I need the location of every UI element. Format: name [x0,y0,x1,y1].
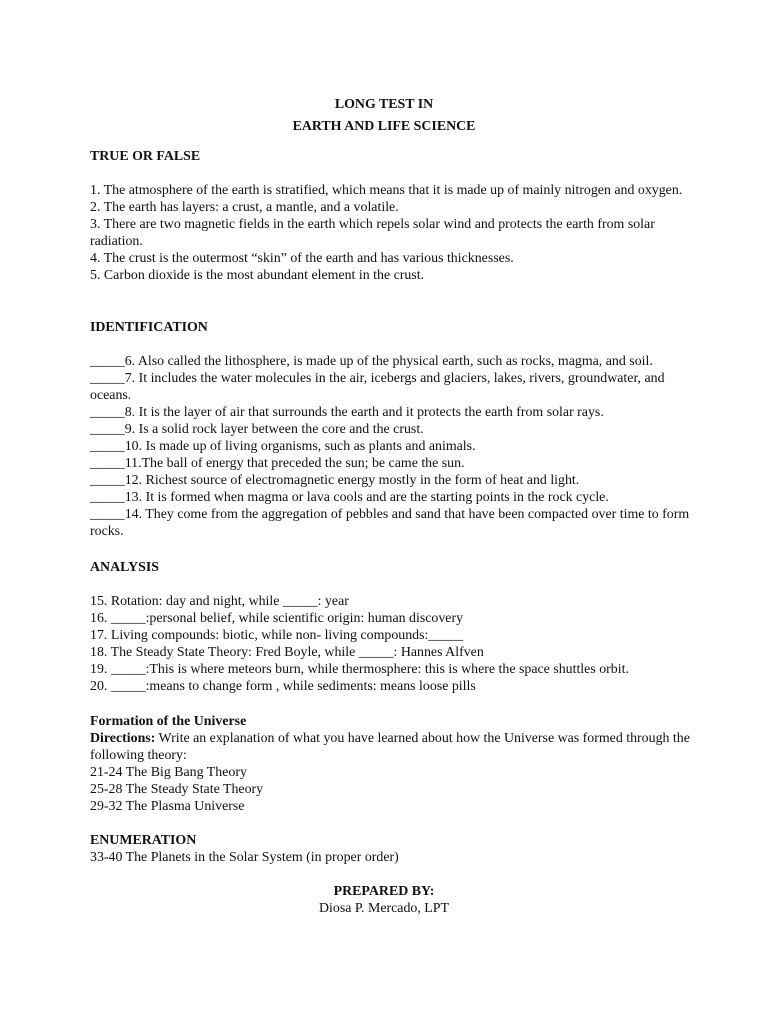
prepared-by-label: PREPARED BY: [333,884,435,899]
list-item: 17. Living compounds: biotic, while non- living compounds:_____ [90,628,464,643]
list-item: 2. The earth has layers: a crust, a mantle, and a volatile. [90,200,399,215]
list-item: _____7. It includes the water molecules in the air, icebergs and glaciers, lakes, rivers, groundwater, and oceans. [90,371,665,403]
directions-label: Directions: [90,731,156,746]
prepared-by-block [0,883,768,917]
title-line-2: EARTH AND LIFE SCIENCE [292,119,476,134]
section-heading: Formation of the Universe [90,714,247,729]
list-item: _____6. Also called the lithosphere, is made up of the physical earth, such as rocks, magma, and soil. [90,354,653,369]
section-heading: TRUE OR FALSE [90,149,201,164]
identification-items [90,353,690,540]
directions-text [90,730,690,764]
document-title [0,94,768,138]
list-item: _____12. Richest source of electromagnetic energy mostly in the form of heat and light. [90,473,580,488]
enumeration-section [90,832,690,866]
list-item: 25-28 The Steady State Theory [90,782,264,797]
analysis-items [90,593,690,695]
true-or-false-items [90,182,690,284]
list-item: 16. _____:personal belief, while scientific origin: human discovery [90,611,464,626]
true-or-false-section [90,148,690,165]
title-line-1: LONG TEST IN [334,97,434,112]
identification-section [90,319,690,336]
list-item: _____14. They come from the aggregation of pebbles and sand that have been compacted over time to form rocks. [90,507,690,539]
list-item: _____10. Is made up of living organisms, such as plants and animals. [90,439,476,454]
list-item: _____8. It is the layer of air that surrounds the earth and it protects the earth from solar rays. [90,405,604,420]
list-item: _____11.The ball of energy that preceded the sun; be came the sun. [90,456,465,471]
list-item: 4. The crust is the outermost “skin” of the earth and has various thicknesses. [90,251,514,266]
analysis-section [90,559,690,576]
list-item: 20. _____:means to change form , while sediments: means loose pills [90,679,476,694]
list-item: 18. The Steady State Theory: Fred Boyle, while _____: Hannes Alfven [90,645,484,660]
section-heading: IDENTIFICATION [90,320,208,335]
section-heading: ANALYSIS [90,560,159,575]
list-item: 1. The atmosphere of the earth is stratified, which means that it is made up of mainly nitrogen and oxygen. [90,183,683,198]
list-item: 5. Carbon dioxide is the most abundant element in the crust. [90,268,425,283]
list-item: _____9. Is a solid rock layer between the core and the crust. [90,422,424,437]
list-item: 33-40 The Planets in the Solar System (in proper order) [90,850,399,865]
list-item: 15. Rotation: day and night, while _____: year [90,594,349,609]
directions-body: Write an explanation of what you have learned about how the Universe was formed through the following theory: [90,731,690,763]
list-item: 21-24 The Big Bang Theory [90,765,247,780]
list-item: 3. There are two magnetic fields in the earth which repels solar wind and protects the earth from solar radiation. [90,217,655,249]
section-heading: ENUMERATION [90,833,197,848]
preparer-name: Diosa P. Mercado, LPT [318,901,449,916]
list-item: 19. _____:This is where meteors burn, while thermosphere: this is where the space shuttles orbit. [90,662,629,677]
formation-section [90,713,690,815]
list-item: _____13. It is formed when magma or lava cools and are the starting points in the rock cycle. [90,490,609,505]
list-item: 29-32 The Plasma Universe [90,799,245,814]
